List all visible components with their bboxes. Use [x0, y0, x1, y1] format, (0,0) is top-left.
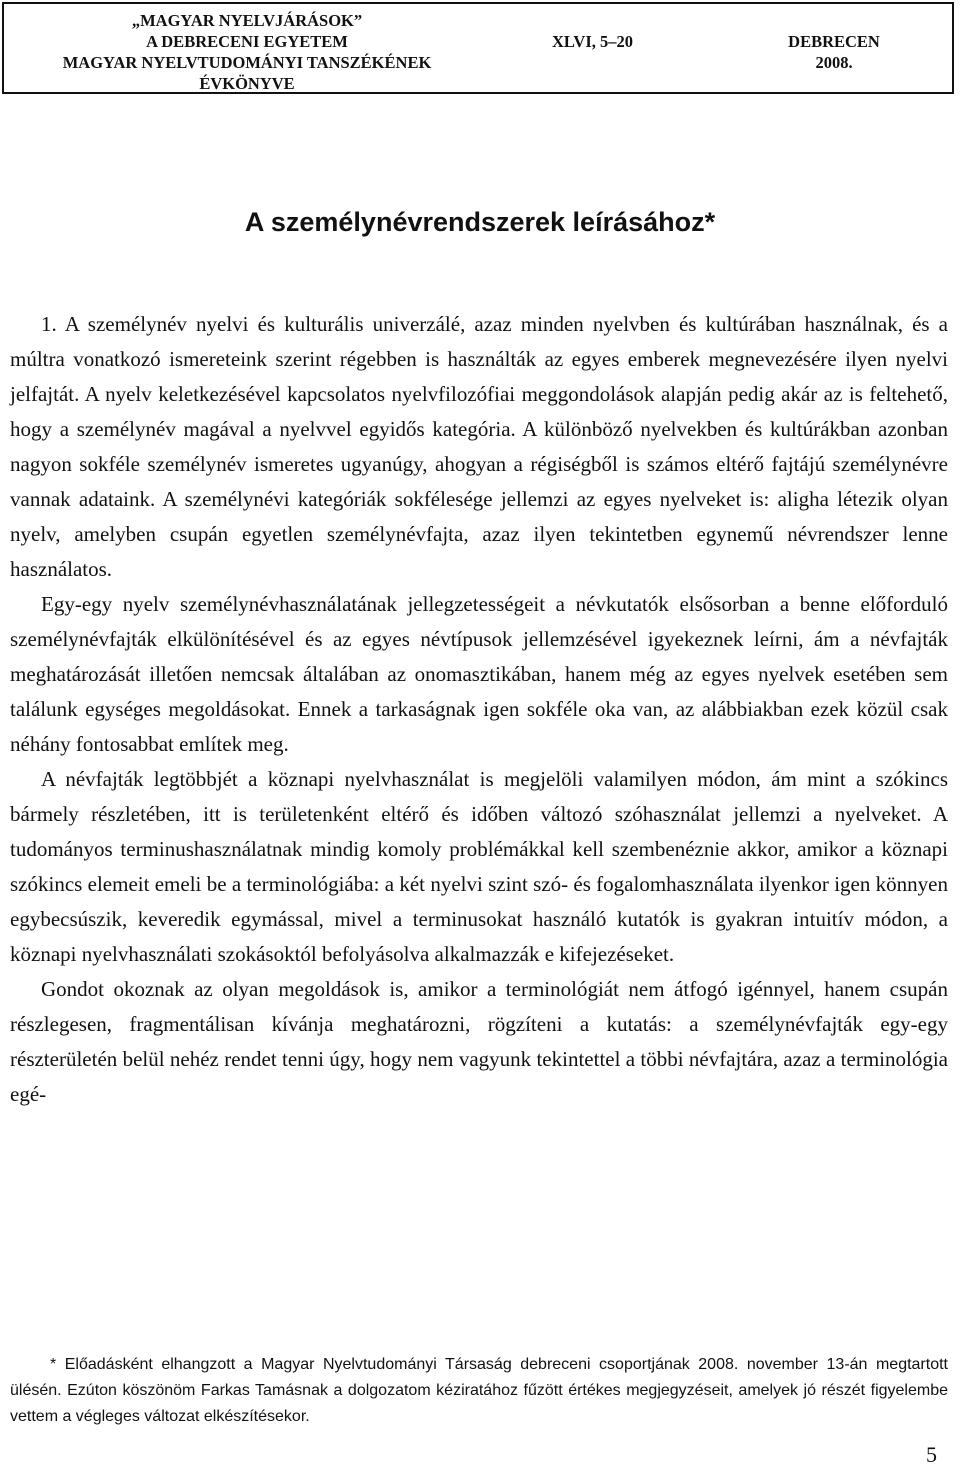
article-body: [10, 307, 948, 1112]
footnote: [10, 1352, 948, 1430]
paragraph-3: A névfajták legtöbbjét a köznapi nyelvhasználat is megjelöli valamilyen módon, ám mint a szókincs bármely részletében, itt is területenként eltérő és időben változó szóhasználat jellemzi a nyelveket. A tudományos terminushasználatnak mindig komoly problémákkal kell szembenéznie akkor, amikor a köznapi szókincs elemeit emeli be a terminológiába: a két nyelvi szint szó- és fogalomhasználata ilyenkor igen könnyen egybecsúszik, keveredik egymással, mivel a terminusokat használó kutatók is gyakran intuitív módon, a köznapi nyelvhasználati szokásoktól befolyásolva alkalmazzák e kifejezéseket.: [10, 767, 948, 966]
volume-info: XLVI, 5–20: [552, 32, 633, 51]
journal-header-box: [2, 2, 954, 94]
journal-name-line-3: MAGYAR NYELVTUDOMÁNYI TANSZÉKÉNEK: [62, 53, 432, 72]
publication-year: 2008.: [815, 53, 853, 72]
journal-name-line-4: ÉVKÖNYVE: [199, 74, 295, 93]
article-title: A személynévrendszerek leírásához*: [244, 207, 716, 237]
page-number: 5: [926, 1442, 937, 1467]
journal-name: [12, 10, 482, 94]
journal-name-line-1: „MAGYAR NYELVJÁRÁSOK”: [131, 11, 363, 30]
footnote-text: * Előadásként elhangzott a Magyar Nyelvtudományi Társaság debreceni csoportjának 2008. november 13-án megtartott ülésén. Ezúton köszönöm Farkas Tamásnak a dolgozatom kéziratához fűzött értékes megjegyzéseit, amelyek jó részét figyelembe vettem a végleges változat elkészítésekor.: [10, 1356, 948, 1425]
publication-place: DEBRECEN: [788, 32, 880, 51]
paragraph-4: Gondot okoznak az olyan megoldások is, amikor a terminológiát nem átfogó igénnyel, hanem csupán részlegesen, fragmentálisan kívánja meghatározni, rögzíteni a kutatás: a személynévfajták egy-egy részterületén belül nehéz rendet tenni úgy, hogy nem vagyunk tekintettel a többi névfajtára, azaz a terminológia egé-: [10, 977, 948, 1106]
paragraph-2: Egy-egy nyelv személynévhasználatának jellegzetességeit a névkutatók elsősorban a benne előforduló személynévfajták elkülönítésével és az egyes névtípusok jellemzésével igyekeznek leírni, ám a névfajták meghatározását illetően nemcsak általában az onomasztikában, hanem még az egyes nyelvek esetében sem találunk egységes megoldásokat. Ennek a tarkaságnak igen sokféle oka van, az alábbiakban ezek közül csak néhány fontosabbat említek meg.: [10, 592, 948, 756]
publication-place-year: [764, 31, 904, 73]
paragraph-1: 1. A személynév nyelvi és kulturális univerzálé, azaz minden nyelvben és kultúrában használnak, és a múltra vonatkozó ismereteink szerint régebben is használták az egyes emberek megnevezésére ilyen nyelvi jelfajtát. A nyelv keletkezésével kapcsolatos nyelvfilozófiai meggondolások alapján pedig akár az is feltehető, hogy a személynév magával a nyelvvel egyidős kategória. A különböző nyelvekben és kultúrákban azonban nagyon sokféle személynév ismeretes ugyanúgy, ahogyan a régiségből is számos eltérő fajtájú személynévre vannak adataink. A személynévi kategóriák sokfélesége jellemzi az egyes nyelveket is: aligha létezik olyan nyelv, amelyben csupán egyetlen személynévfajta, azaz ilyen tekintetben egynemű névrendszer lenne használatos.: [10, 312, 948, 581]
journal-name-line-2: A DEBRECENI EGYETEM: [146, 32, 348, 51]
